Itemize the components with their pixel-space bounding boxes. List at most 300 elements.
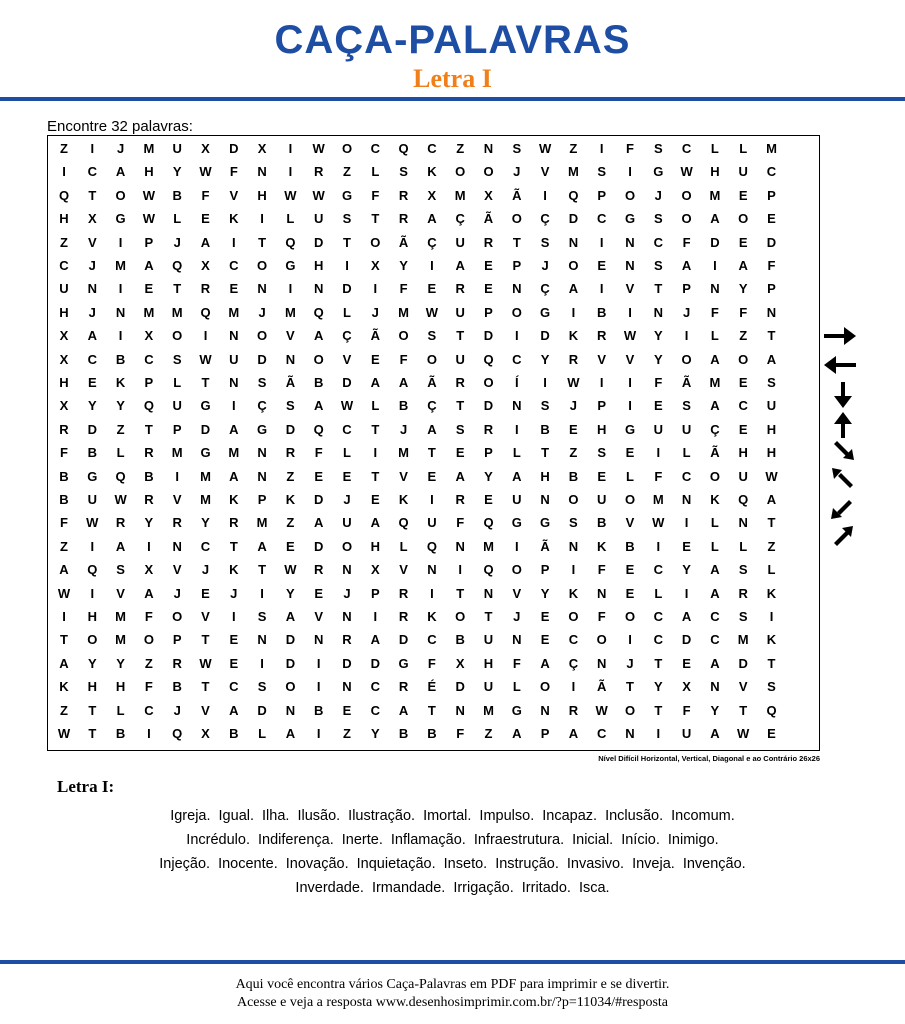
grid-letter: Y [399,258,408,273]
grid-letter: U [681,421,692,437]
grid-letter: N [257,281,267,297]
grid-letter: E [455,445,465,461]
grid-letter: M [483,702,494,718]
grid-letter: L [710,538,719,554]
grid-letter: I [769,609,774,624]
grid-letter: W [284,187,297,203]
grid-letter: U [87,492,97,507]
grid-letter: W [86,515,99,531]
grid-letter: T [654,655,663,671]
grid-letter: O [511,562,522,578]
grid-letter: I [90,585,95,601]
grid-letter: T [456,328,465,344]
grid-letter: T [88,702,97,718]
grid-letter: S [767,679,776,695]
grid-letter: H [540,468,550,484]
grid-letter: C [681,141,692,156]
grid-letter: U [313,211,324,227]
grid-letter: A [455,468,465,484]
grid-letter: G [200,445,211,461]
grid-letter: M [171,445,183,461]
grid-letter: O [681,187,692,203]
grid-letter: Y [710,702,720,718]
grid-letter: A [59,562,69,578]
grid-letter: B [568,468,579,484]
grid-letter: P [682,281,691,297]
grid-letter: T [60,632,68,648]
grid-letter: U [172,141,182,156]
grid-letter: L [371,398,380,414]
grid-letter: T [201,375,210,390]
grid-letter: F [739,304,748,320]
grid-letter: I [571,679,576,695]
grid-letter: L [173,375,182,390]
grid-letter: Y [87,655,97,671]
grid-letter: V [286,328,295,344]
grid-letter: J [88,304,96,320]
grid-letter: J [399,421,408,437]
grid-letter: A [59,655,69,671]
grid-letter: H [710,164,720,180]
grid-letter: Q [483,562,494,578]
grid-letter: T [258,234,267,250]
grid-letter: D [681,632,692,648]
grid-letter: Ç [342,328,352,344]
grid-letter: Z [116,421,125,437]
grid-letter: F [399,281,408,297]
grid-letter: N [596,585,607,601]
word-item: Irritado. [521,880,571,896]
grid-letter: L [173,211,182,227]
grid-letter: P [257,492,267,507]
grid-letter: Ã [540,538,550,554]
grid-letter: Q [200,304,211,320]
grid-letter: S [653,141,663,156]
grid-letter: S [257,375,267,390]
grid-letter: X [370,562,380,578]
grid-letter: E [484,258,493,273]
grid-letter: J [116,141,125,156]
grid-letter: F [682,234,691,250]
grid-letter: T [371,468,380,484]
grid-letter: U [455,351,465,367]
grid-letter: X [144,562,154,578]
grid-letter: I [656,445,661,461]
bottom-divider [0,960,905,964]
grid-letter: T [456,585,465,601]
grid-letter: K [427,609,437,624]
grid-letter: T [767,328,776,344]
grid-letter: M [398,445,410,461]
grid-letter: Q [143,398,154,414]
grid-letter: R [455,492,465,507]
grid-letter: T [343,234,351,250]
grid-letter: F [229,164,238,180]
grid-letter: T [371,421,380,437]
grid-letter: X [59,398,69,414]
grid-letter: H [738,445,748,461]
grid-letter: Z [286,515,295,531]
grid-letter: U [738,164,748,180]
grid-letter: O [341,538,353,554]
grid-letter: C [87,351,97,367]
grid-letter: C [710,609,720,624]
grid-letter: R [568,702,579,718]
grid-letter: M [398,304,410,320]
grid-letter: N [342,562,352,578]
grid-letter: I [231,234,236,250]
grid-letter: P [144,375,154,390]
word-item: Ilha. [262,808,290,824]
grid-letter: G [540,304,551,320]
grid-letter: Y [653,328,663,344]
grid-letter: H [59,304,69,320]
word-item: Indiferença. [257,832,334,848]
grid-letter: I [118,328,123,344]
grid-letter: B [115,351,126,367]
grid-letter: O [540,679,551,695]
grid-letter: I [260,211,264,227]
grid-letter: I [543,375,547,390]
grid-letter: G [341,187,353,203]
grid-letter: N [625,234,635,250]
grid-letter: Z [60,538,68,554]
grid-letter: C [653,562,663,578]
grid-letter: O [681,211,692,227]
grid-letter: J [371,304,379,320]
grid-letter: L [116,702,125,718]
word-list-line [30,828,875,852]
grid-letter: E [314,468,324,484]
grid-letter: D [342,655,352,671]
grid-letter: O [87,632,98,648]
grid-letter: W [595,702,608,718]
grid-letter: Ç [540,281,550,297]
grid-letter: O [285,679,296,695]
grid-letter: A [710,726,720,741]
grid-letter: D [455,679,465,695]
grid-letter: F [399,351,408,367]
grid-letter: W [765,468,778,484]
grid-letter: W [737,726,750,741]
grid-letter: N [257,632,267,648]
grid-letter: D [540,328,550,344]
grid-letter: S [597,164,607,180]
grid-letter: H [370,538,380,554]
grid-letter: H [766,445,777,461]
grid-letter: C [427,141,437,156]
grid-letter: E [625,562,635,578]
grid-letter: T [427,445,436,461]
grid-letter: N [342,679,352,695]
top-divider [0,97,905,101]
grid-letter: G [115,211,126,227]
grid-letter: Ã [681,375,692,390]
grid-letter: I [373,281,378,297]
grid-letter: H [87,679,97,695]
grid-letter: E [229,281,239,297]
grid-letter: M [143,141,155,156]
down-left-arrow [831,500,852,519]
grid-letter: C [342,421,352,437]
grid-letter: I [628,304,632,320]
word-item: Incrédulo. [186,832,250,848]
word-item: Inocente. [218,856,278,872]
grid-letter: N [87,281,97,297]
grid-letter: O [596,632,607,648]
grid-letter: Y [653,351,663,367]
grid-letter: J [230,585,238,601]
grid-letter: Q [766,702,777,718]
grid-letter: F [456,515,465,531]
grid-letter: I [430,258,434,273]
grid-letter: T [484,609,493,624]
grid-letter: I [90,141,95,156]
grid-letter: B [398,726,409,741]
grid-letter: F [597,609,606,624]
grid-letter: T [654,281,663,297]
grid-letter: U [512,492,522,507]
grid-letter: Z [343,164,351,180]
grid-letter: O [455,164,466,180]
grid-letter: I [62,164,66,180]
grid-letter: Y [484,468,493,484]
grid-letter: Ã [596,679,607,695]
grid-letter: P [512,258,522,273]
grid-letter: D [370,655,380,671]
grid-letter: N [540,702,550,718]
grid-letter: Z [569,445,578,461]
grid-letter: B [313,375,324,390]
grid-letter: I [288,164,293,180]
grid-letter: É [427,679,437,695]
grid-letter: T [144,421,153,437]
grid-letter: E [597,468,607,484]
grid-letter: E [625,445,635,461]
grid-letter: D [710,234,720,250]
grid-letter: B [172,187,182,203]
grid-letter: G [285,258,296,273]
grid-letter: C [370,679,380,695]
grid-letter: R [313,164,324,180]
grid-letter: T [512,234,521,250]
grid-letter: F [60,445,68,461]
word-item: Inflamação. [390,832,466,848]
grid-letter: W [57,726,71,741]
grid-letter: A [313,515,324,531]
grid-letter: J [513,609,521,624]
grid-letter: T [371,211,380,227]
grid-letter: E [342,468,352,484]
grid-letter: T [173,281,182,297]
grid-letter: N [625,258,635,273]
grid-letter: A [738,258,748,273]
grid-letter: S [286,398,295,414]
grid-letter: G [653,164,664,180]
grid-letter: A [313,328,324,344]
footer-line-2: Acesse e veja a resposta www.desenhosimprimir.com.br/?p=11034/#resposta [236,995,669,1010]
grid-letter: R [342,632,352,648]
grid-letter: A [370,632,380,648]
grid-letter: O [568,609,579,624]
grid-letter: E [597,258,607,273]
word-item: Inimigo. [667,832,719,848]
grid-letter: L [343,445,351,461]
grid-letter: T [229,538,238,554]
word-item: Instrução. [495,856,559,872]
grid-letter: W [538,141,552,156]
grid-letter: J [626,655,634,671]
grid-letter: G [398,655,409,671]
grid-letter: A [512,468,522,484]
grid-letter: J [173,702,181,718]
grid-letter: A [115,164,126,180]
grid-letter: C [370,702,380,718]
grid-letter: J [173,234,181,250]
grid-letter: A [229,421,239,437]
direction-arrows [818,320,862,560]
word-item: Isca. [578,880,610,896]
grid-letter: K [427,164,437,180]
grid-letter: M [766,141,777,156]
grid-letter: E [767,211,776,227]
grid-letter: M [143,304,155,320]
grid-letter: T [626,679,634,695]
grid-letter: A [512,726,522,741]
grid-letter: I [713,258,717,273]
grid-letter: I [118,234,123,250]
grid-letter: F [767,258,776,273]
grid-letter: P [370,585,380,601]
grid-letter: W [199,164,212,180]
grid-letter: L [682,445,691,461]
grid-letter: Q [172,258,183,273]
grid-letter: B [455,632,465,648]
grid-letter: T [201,679,210,695]
grid-letter: Y [370,726,380,741]
grid-letter: F [626,141,634,156]
grid-letter: C [568,632,579,648]
grid-letter: H [257,187,267,203]
grid-letter: D [285,655,296,671]
grid-letter: F [682,702,691,718]
grid-letter: E [370,492,380,507]
grid-letter: E [144,281,154,297]
grid-letter: N [342,609,352,624]
page-title: CAÇA-PALAVRAS [274,18,631,62]
word-item: Igual. [218,808,255,824]
grid-letter: O [115,187,126,203]
grid-letter: V [540,164,550,180]
grid-letter: P [767,281,776,297]
left-arrow [824,356,856,374]
grid-letter: B [596,515,607,531]
grid-letter: A [710,585,720,601]
grid-letter: B [427,726,437,741]
grid-letter: R [596,328,607,344]
grid-letter: D [483,398,494,414]
grid-letter: N [229,328,239,344]
grid-letter: E [87,375,97,390]
grid-letter: N [229,375,239,390]
grid-letter: U [172,398,182,414]
grid-letter: I [175,468,179,484]
grid-letter: F [654,468,663,484]
grid-letter: Y [286,585,295,601]
grid-letter: O [172,328,183,344]
grid-letter: O [483,164,494,180]
grid-letter: O [624,609,636,624]
grid-letter: R [172,655,182,671]
grid-letter: K [766,632,777,648]
grid-letter: G [540,515,551,531]
grid-letter: R [59,421,69,437]
grid-letter: V [172,492,182,507]
grid-letter: U [59,281,69,297]
grid-letter: E [625,585,635,601]
grid-letter: L [710,328,719,344]
grid-letter: K [229,211,239,227]
grid-letter: P [767,187,776,203]
grid-letter: Q [285,234,296,250]
grid-letter: V [738,679,748,695]
grid-letter: Q [172,726,183,741]
grid-letter: O [624,492,636,507]
grid-letter: T [427,702,436,718]
grid-letter: G [624,211,636,227]
grid-letter: U [229,351,239,367]
grid-letter: I [514,328,519,344]
grid-letter: Z [484,726,493,741]
grid-letter: X [455,655,465,671]
grid-letter: C [144,351,154,367]
grid-letter: B [115,726,126,741]
grid-letter: C [653,234,663,250]
grid-letter: E [427,281,437,297]
grid-letter: L [654,585,663,601]
grid-letter: I [316,679,321,695]
grid-letter: N [257,445,267,461]
grid-letter: B [59,492,69,507]
grid-letter: J [258,304,266,320]
grid-letter: Z [60,234,68,250]
grid-letter: T [258,562,267,578]
grid-letter: I [599,234,604,250]
grid-letter: N [512,398,522,414]
grid-letter: L [739,538,748,554]
grid-letter: W [680,164,693,180]
grid-letter: H [59,375,69,390]
grid-letter: I [599,281,604,297]
grid-letter: E [286,538,295,554]
grid-letter: V [625,281,635,297]
grid-letter: P [172,421,182,437]
grid-letter: W [114,492,127,507]
grid-letter: A [257,538,267,554]
grid-letter: R [483,421,494,437]
grid-letter: D [257,702,267,718]
grid-letter: D [738,655,748,671]
grid-letter: Ã [398,234,409,250]
grid-letter: N [540,492,550,507]
grid-letter: B [596,304,607,320]
word-item: Inerte. [341,832,383,848]
grid-letter: T [654,702,663,718]
grid-letter: A [766,492,777,507]
grid-letter: O [568,258,579,273]
grid-letter: A [710,562,720,578]
grid-letter: B [59,468,69,484]
